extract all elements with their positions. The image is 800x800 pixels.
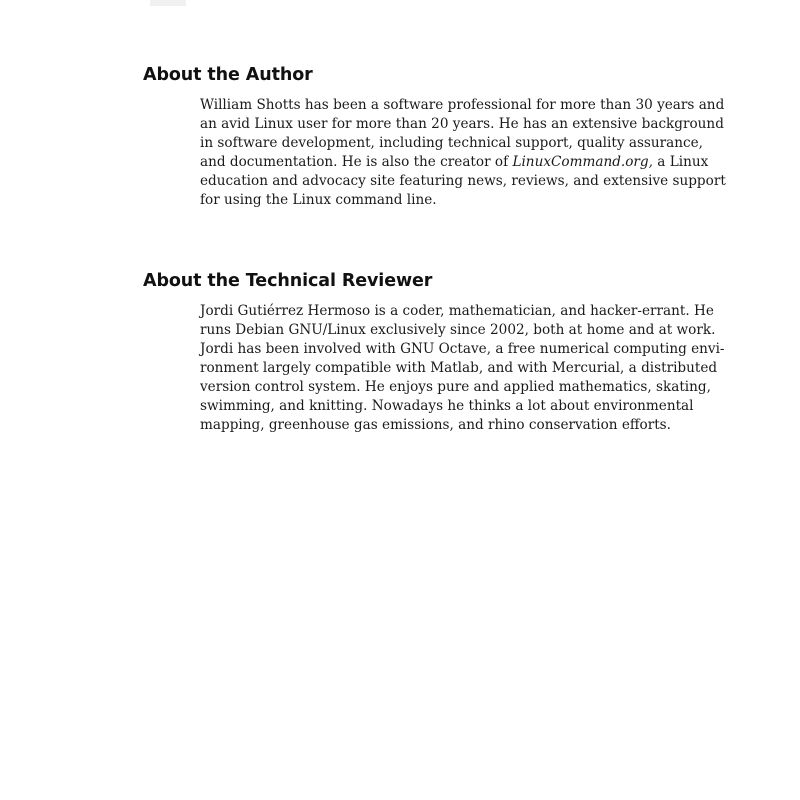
- paragraph-line: in software development, including technical support, quality assurance,: [200, 135, 703, 151]
- linuxcommand-site-name: LinuxCommand.org,: [512, 154, 653, 170]
- about-author-section: [143, 62, 743, 210]
- line-text-after-link: a Linux: [652, 154, 709, 170]
- about-author-heading: About the Author: [143, 65, 313, 85]
- paragraph-line: swimming, and knitting. Nowadays he thinks a lot about environmental: [200, 398, 694, 414]
- paragraph-line: version control system. He enjoys pure and applied mathematics, skating,: [200, 379, 711, 395]
- page-edge-mark: [150, 0, 186, 6]
- paragraph-line: education and advocacy site featuring news, reviews, and extensive support: [200, 173, 726, 189]
- paragraph-line: an avid Linux user for more than 20 years. He has an extensive background: [200, 116, 724, 132]
- paragraph-line: Jordi has been involved with GNU Octave, a free numerical computing envi-: [200, 341, 725, 357]
- paragraph-line: Jordi Gutiérrez Hermoso is a coder, mathematician, and hacker-errant. He: [200, 303, 714, 319]
- paragraph-line: William Shotts has been a software professional for more than 30 years and: [200, 97, 725, 113]
- paragraph-line: runs Debian GNU/Linux exclusively since 2002, both at home and at work.: [200, 322, 716, 338]
- about-reviewer-paragraph: [200, 302, 725, 435]
- paragraph-line: ronment largely compatible with Matlab, and with Mercurial, a distributed: [200, 360, 718, 376]
- paragraph-line: mapping, greenhouse gas emissions, and rhino conservation efforts.: [200, 417, 671, 433]
- about-reviewer-heading: About the Technical Reviewer: [143, 271, 433, 291]
- paragraph-line: for using the Linux command line.: [200, 192, 437, 208]
- about-author-paragraph: [200, 96, 726, 210]
- paragraph-line: [200, 153, 715, 172]
- about-reviewer-section: [143, 268, 743, 435]
- line-text-before-link: and documentation. He is also the creator of: [200, 154, 513, 170]
